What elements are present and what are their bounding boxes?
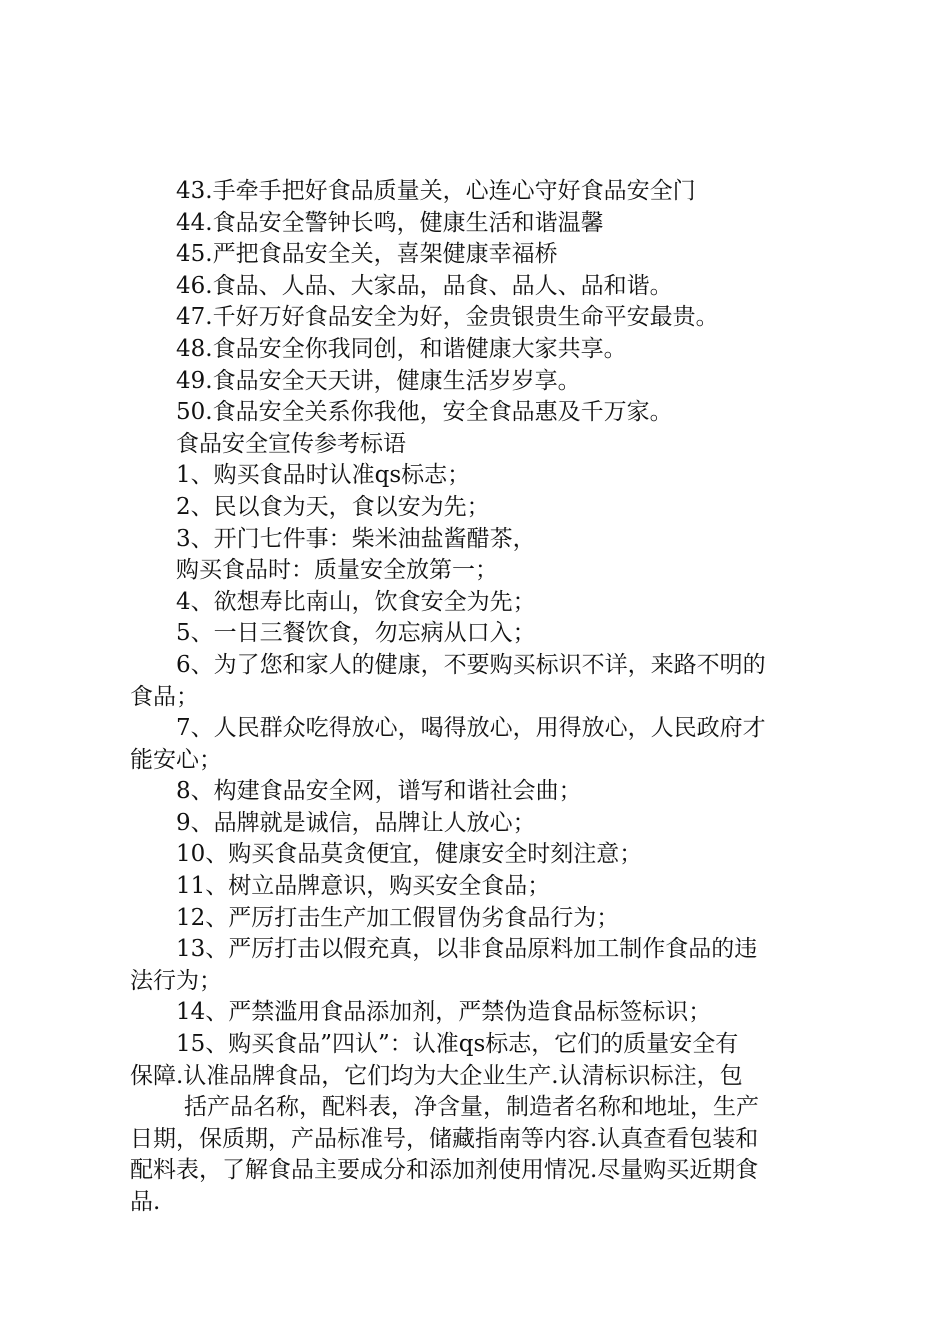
- reference-slogan-15: 15、购买食品”四认”：认准qs标志，它们的质量安全有: [176, 1031, 739, 1058]
- slogan-49: 49.食品安全天天讲，健康生活岁岁享。: [176, 367, 581, 394]
- reference-slogan-3: 3、开门七件事：柴米油盐酱醋茶，: [176, 525, 536, 552]
- reference-slogan-11: 11、树立品牌意识，购买安全食品；: [176, 873, 551, 900]
- reference-slogan-6-wrap: 食品；: [130, 683, 199, 710]
- reference-slogan-14: 14、严禁滥用食品添加剂，严禁伪造食品标签标识；: [176, 999, 712, 1026]
- slogan-43: 43.手牵手把好食品质量关，心连心守好食品安全门: [176, 178, 696, 204]
- slogan-50: 50.食品安全关系你我他，安全食品惠及千万家。: [176, 399, 673, 426]
- slogan-48: 48.食品安全你我同创，和谐健康大家共享。: [176, 335, 627, 362]
- slogan-47: 47.千好万好食品安全为好，金贵银贵生命平安最贵。: [176, 304, 719, 331]
- section-title: 食品安全宣传参考标语: [176, 430, 406, 457]
- reference-slogan-4: 4、欲想寿比南山，饮食安全为先；: [176, 588, 536, 615]
- reference-slogan-15-wrap-3: 日期，保质期，产品标准号，储藏指南等内容.认真查看包装和: [130, 1125, 759, 1152]
- slogan-45: 45.严把食品安全关，喜架健康幸福桥: [176, 241, 558, 268]
- reference-slogan-13-wrap: 法行为；: [130, 967, 222, 994]
- slogan-44: 44.食品安全警钟长鸣，健康生活和谐温馨: [176, 209, 604, 236]
- reference-slogan-7-wrap: 能安心；: [130, 746, 222, 773]
- reference-slogan-15-wrap-4: 配料表，了解食品主要成分和添加剂使用情况.尽量购买近期食: [130, 1157, 759, 1184]
- reference-slogan-7: 7、人民群众吃得放心，喝得放心，用得放心，人民政府才: [176, 715, 766, 742]
- slogan-46: 46.食品、人品、大家品，品食、品人、品和谐。: [176, 272, 673, 299]
- reference-slogan-15-wrap-1: 保障.认准品牌食品，它们均为大企业生产.认清标识标注，包: [130, 1062, 743, 1089]
- reference-slogan-6: 6、为了您和家人的健康，不要购买标识不详，来路不明的: [176, 651, 766, 678]
- reference-slogan-12: 12、严厉打击生产加工假冒伪劣食品行为；: [176, 904, 620, 931]
- reference-slogan-10: 10、购买食品莫贪便宜，健康安全时刻注意；: [176, 841, 643, 868]
- reference-slogan-13: 13、严厉打击以假充真，以非食品原料加工制作食品的违: [176, 936, 758, 963]
- reference-slogan-8: 8、构建食品安全网，谱写和谐社会曲；: [176, 778, 582, 805]
- reference-slogan-5: 5、一日三餐饮食，勿忘病从口入；: [176, 620, 536, 647]
- reference-slogan-15-wrap-2: 括产品名称，配料表，净含量，制造者名称和地址，生产: [184, 1094, 759, 1121]
- reference-slogan-9: 9、品牌就是诚信，品牌让人放心；: [176, 809, 536, 836]
- reference-slogan-15-wrap-5: 品.: [130, 1189, 161, 1215]
- document-body: [130, 176, 835, 1219]
- reference-slogan-3-continued: 购买食品时：质量安全放第一；: [176, 557, 498, 584]
- reference-slogan-2: 2、民以食为天，食以安为先；: [176, 493, 490, 520]
- reference-slogan-1: 1、购买食品时认准qs标志；: [176, 462, 471, 489]
